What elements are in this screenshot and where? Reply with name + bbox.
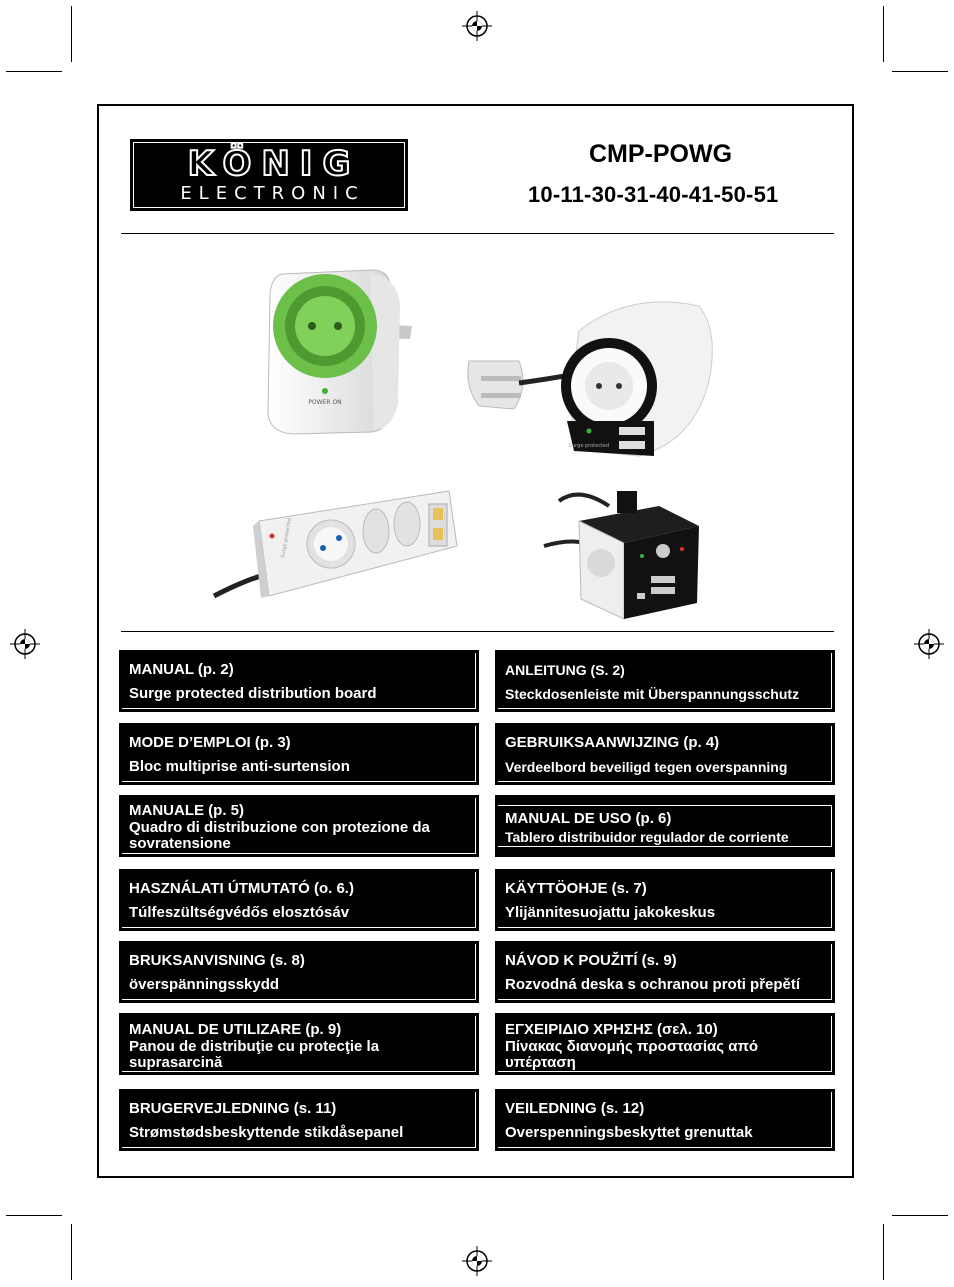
manual-title: NÁVOD K POUŽITÍ (s. 9) [505, 952, 677, 969]
manual-nl[interactable] [495, 723, 835, 785]
product-image-rotating-plug [459, 291, 719, 461]
manual-title: HASZNÁLATI ÚTMUTATÓ (o. 6.) [129, 880, 354, 897]
manual-title: ANLEITUNG (S. 2) [505, 662, 625, 678]
product-image-power-strip [209, 486, 459, 606]
manual-desc: Panou de distribuţie cu protecţie la suprasarcină [129, 1038, 380, 1071]
manual-desc: Πίνακας διανομής προστασίας από υπέρταση [505, 1038, 759, 1071]
manual-da[interactable] [119, 1089, 479, 1151]
registration-mark-icon [10, 629, 40, 659]
page-frame [97, 104, 854, 1178]
manual-title: KÄYTTÖOHJE (s. 7) [505, 880, 647, 897]
manual-desc: Tablero distribuidor regulador de corriente [505, 829, 789, 845]
divider [121, 631, 834, 632]
manual-el[interactable] [495, 1013, 835, 1075]
manual-desc: Surge protected distribution board [129, 685, 377, 702]
manual-title: ΕΓΧΕΙΡΙΔΙΟ ΧΡΗΣΗΣ (σελ. 10) [505, 1021, 718, 1038]
manual-de[interactable] [495, 650, 835, 712]
manual-hu[interactable] [119, 869, 479, 931]
crop-mark [71, 1224, 72, 1280]
registration-mark-icon [914, 629, 944, 659]
crop-mark [883, 1224, 884, 1280]
crop-mark [892, 1215, 948, 1216]
manual-ro[interactable] [119, 1013, 479, 1075]
manual-fr[interactable] [119, 723, 479, 785]
strip-label: Surge protected [280, 517, 293, 559]
crop-mark [883, 6, 884, 62]
manual-desc: Verdeelbord beveiligd tegen overspanning [505, 759, 788, 775]
product-image-power-cube [539, 481, 709, 621]
manual-desc: Strømstødsbeskyttende stikdåsepanel [129, 1124, 404, 1141]
manual-es[interactable] [495, 795, 835, 857]
manual-title: GEBRUIKSAANWIJZING (p. 4) [505, 734, 720, 751]
power-on-label: POWER ON [308, 399, 342, 406]
brand-logo [130, 139, 408, 211]
manual-cs[interactable] [495, 941, 835, 1003]
manual-title: BRUGERVEJLEDNING (s. 11) [129, 1100, 337, 1117]
logo-wordmark: KÖNIG [187, 144, 361, 184]
model-title: CMP-POWG [589, 140, 733, 168]
manual-en[interactable] [119, 650, 479, 712]
crop-mark [71, 6, 72, 62]
model-variants: 10-11-30-31-40-41-50-51 [528, 182, 779, 207]
registration-mark-icon [462, 1246, 492, 1276]
crop-mark [892, 71, 948, 72]
manual-title: MANUAL (p. 2) [129, 661, 234, 678]
manual-fi[interactable] [495, 869, 835, 931]
registration-mark-icon [462, 11, 492, 41]
logo-subtitle: ELECTRONIC [180, 183, 365, 204]
manual-desc: Túlfeszültségvédős elosztósáv [129, 904, 350, 921]
divider [121, 233, 834, 234]
manual-desc: Bloc multiprise anti-surtension [129, 758, 350, 775]
manual-it[interactable] [119, 795, 479, 857]
manual-sv[interactable] [119, 941, 479, 1003]
manual-title: MANUALE (p. 5) [129, 802, 244, 819]
manual-title: MANUAL DE UTILIZARE (p. 9) [129, 1021, 342, 1038]
manual-title: BRUKSANVISNING (s. 8) [129, 952, 305, 969]
crop-mark [6, 1215, 62, 1216]
crop-mark [6, 71, 62, 72]
manual-title: VEILEDNING (s. 12) [505, 1100, 645, 1117]
manual-no[interactable] [495, 1089, 835, 1151]
manual-desc: Overspenningsbeskyttet grenuttak [505, 1124, 753, 1141]
surge-label: Surge protected [568, 443, 610, 449]
manual-title: MODE D’EMPLOI (p. 3) [129, 734, 291, 751]
manual-title: MANUAL DE USO (p. 6) [505, 810, 672, 827]
manual-desc: överspänningsskydd [129, 976, 280, 993]
manual-desc: Rozvodná deska s ochranou proti přepětí [505, 976, 801, 993]
manual-desc: Ylijännitesuojattu jakokeskus [505, 904, 716, 921]
manual-desc: Quadro di distribuzione con protezione da sovratensione [129, 819, 430, 852]
product-image-adapter [262, 264, 422, 439]
manual-desc: Steckdosenleiste mit Überspannungsschutz [505, 686, 800, 702]
